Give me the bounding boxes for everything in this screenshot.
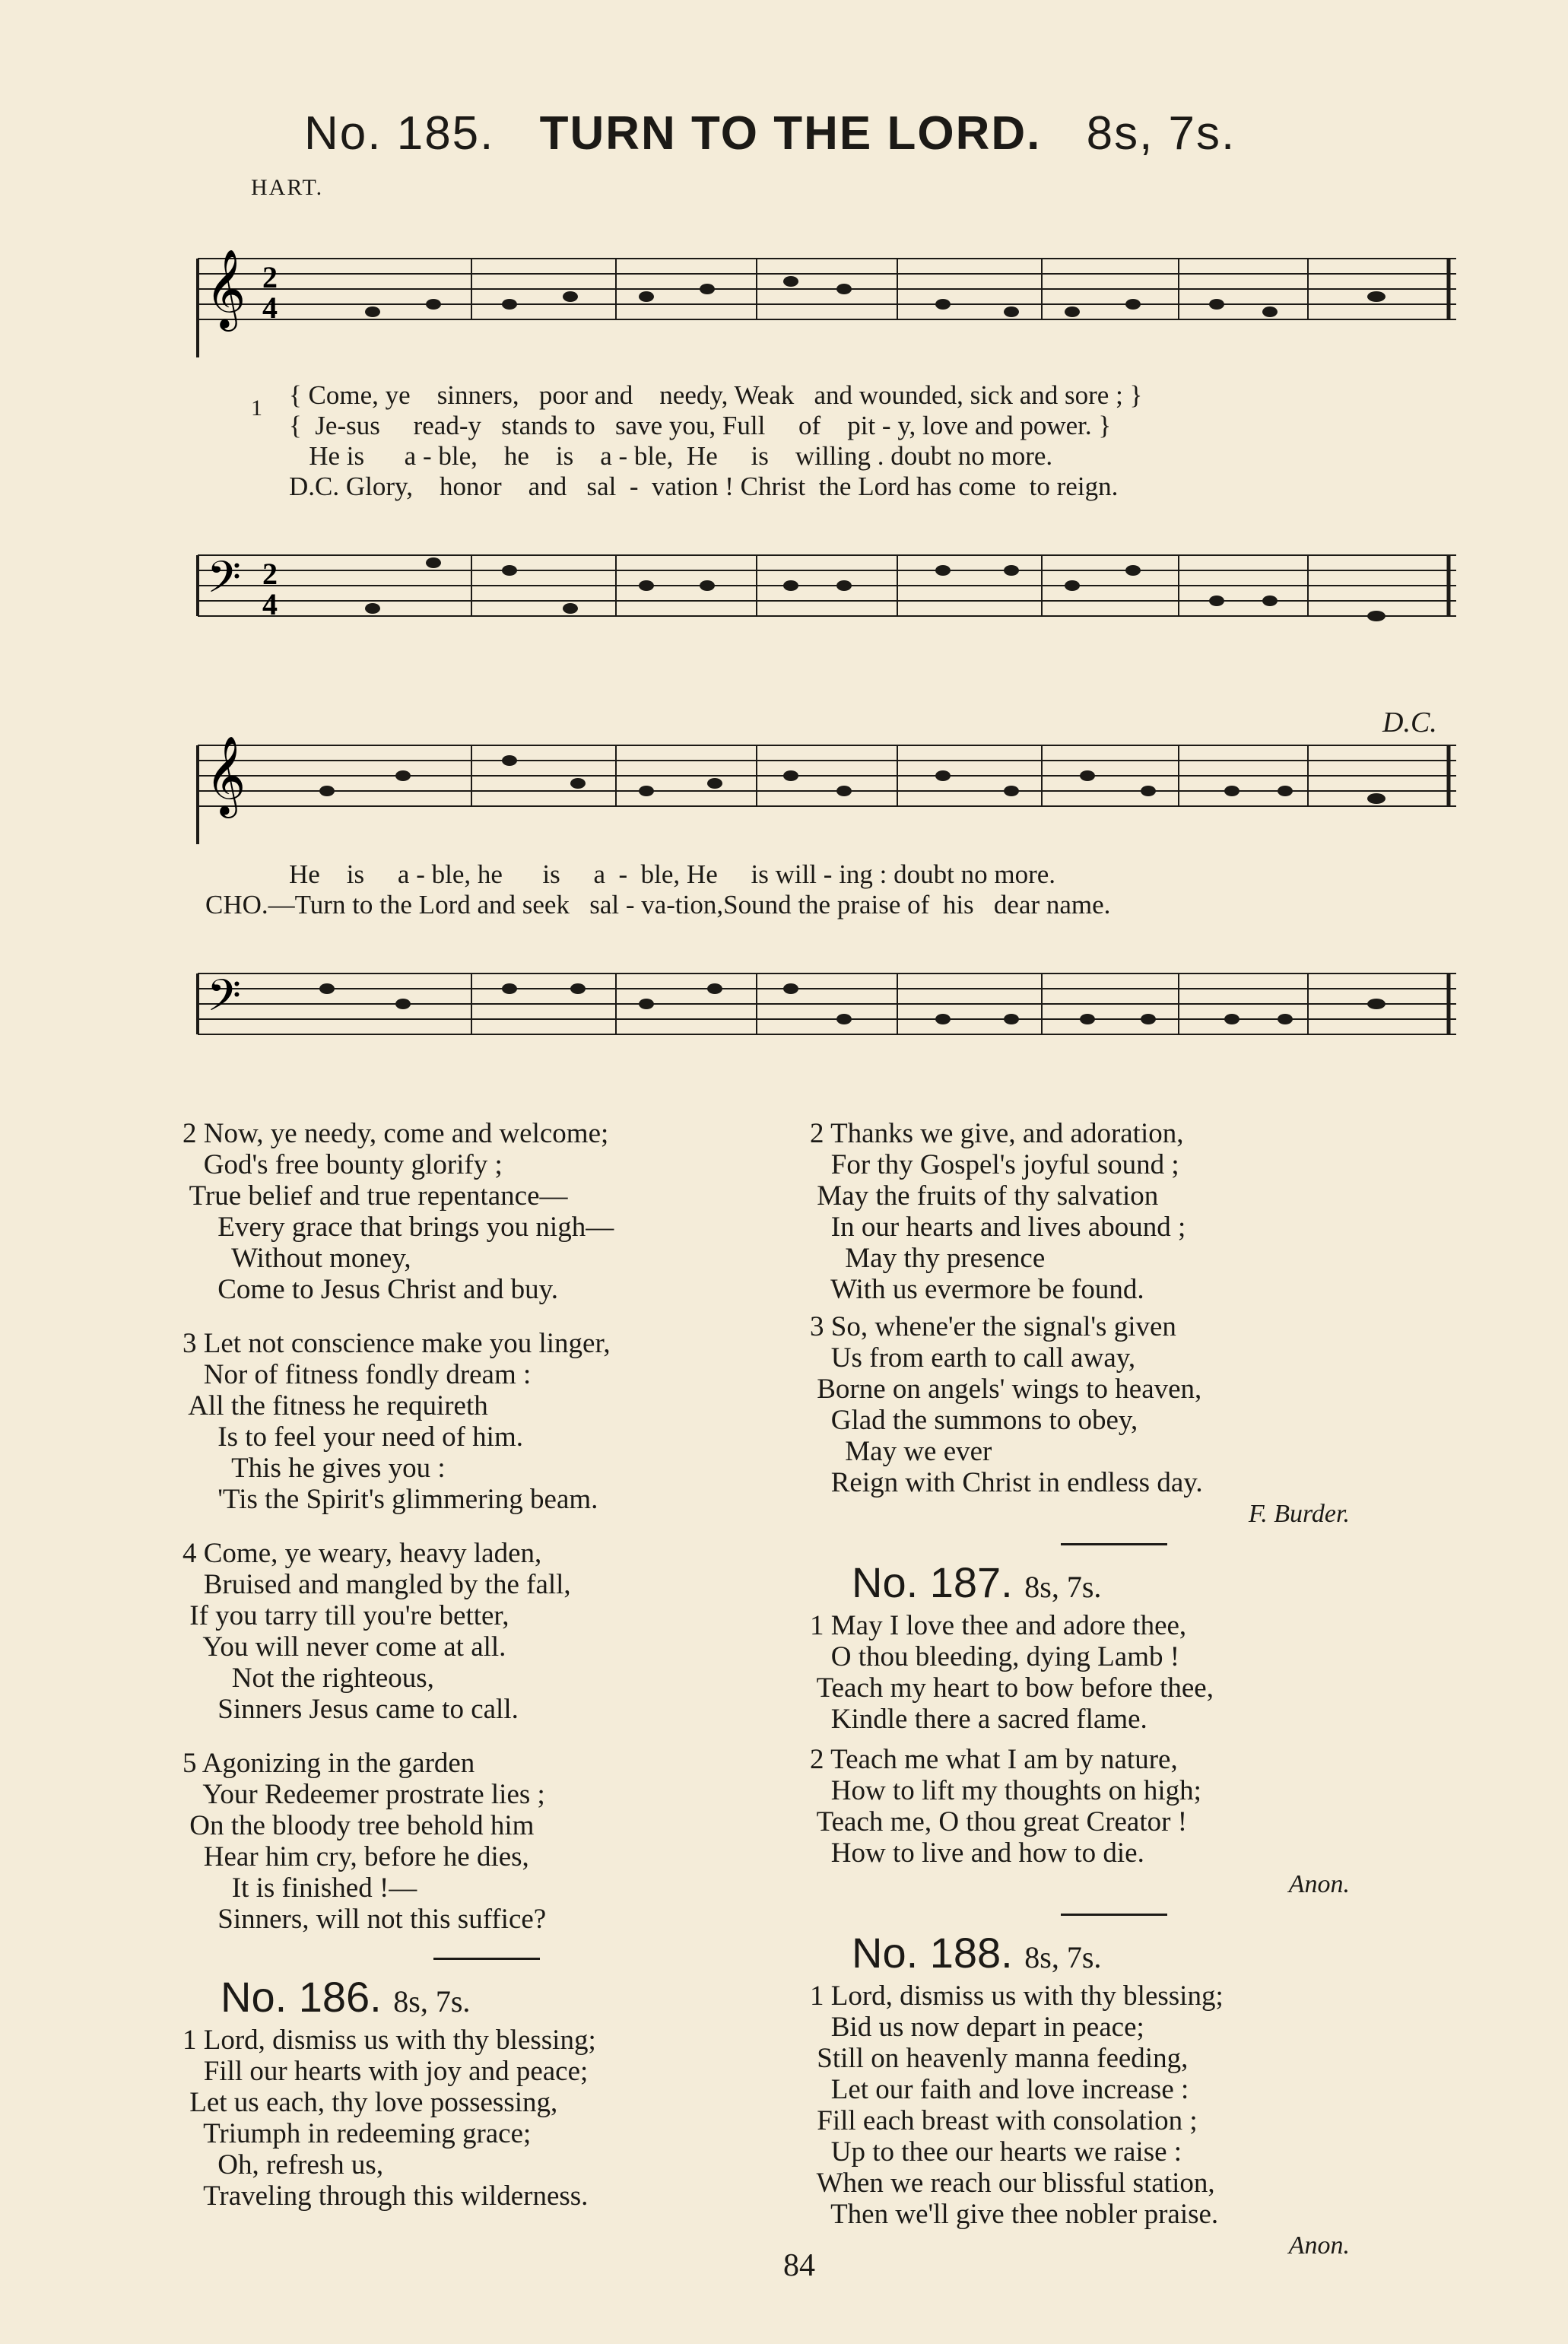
page-number: 84 [783,2248,815,2283]
verse-line: May thy presence [810,1243,1046,1274]
verse-line: Us from earth to call away, [810,1342,1136,1374]
verse-line: Sinners, will not this suffice? [183,1904,547,1935]
verse-line: Then we'll give thee nobler praise. [810,2199,1219,2230]
stanza [810,1311,1418,1498]
verse-line: All the fitness he requireth [183,1390,488,1421]
verse-line: God's free bounty glorify ; [183,1149,503,1180]
author-credit: Anon. [1288,1870,1350,1898]
stanza [810,1610,1418,1735]
left-column [183,1118,791,2234]
verse-line: Teach my heart to bow before thee, [810,1672,1214,1704]
verse-line: Let us each, thy love possessing, [183,2087,558,2118]
verse-line: Still on heavenly manna feeding, [810,2043,1189,2074]
svg-text:4: 4 [262,291,278,325]
verse-line: Teach me, O thou great Creator ! [810,1806,1188,1837]
verse-line: May we ever [810,1436,992,1467]
verse-line: 1 Lord, dismiss us with thy blessing; [810,1980,1224,2012]
tune-composer: HART. [251,175,324,200]
verse-line: Oh, refresh us, [183,2149,384,2180]
verse-line: Fill each breast with consolation ; [810,2105,1198,2136]
verse-line: Fill our hearts with joy and peace; [183,2056,589,2087]
verse-line: Is to feel your need of him. [183,1421,523,1453]
verse-line: Bruised and mangled by the fall, [183,1569,571,1600]
verse-line: It is finished !— [183,1872,417,1904]
svg-text:4: 4 [262,587,278,621]
svg-text:𝄢: 𝄢 [207,551,242,614]
hymn-meter: 8s, 7s. [1024,1570,1102,1604]
system2-lyrics [205,859,1110,920]
verse-line: 1 Lord, dismiss us with thy blessing; [183,2025,596,2056]
hymn-187-heading [810,1558,1418,1606]
verse-line: For thy Gospel's joyful sound ; [810,1149,1179,1180]
verse-line: Nor of fitness fondly dream : [183,1359,532,1390]
verse-line: Not the righteous, [183,1663,434,1694]
hymn-title: TURN TO THE LORD. [539,107,1042,160]
hymn-number: No. 188. [852,1929,1013,1977]
hymn-number: No. 185. [304,107,495,160]
stanza [183,1328,791,1515]
stanza [183,1538,791,1725]
lyric-line: CHO.—Turn to the Lord and seek sal - va-tion,Sound the praise of his dear name. [205,890,1111,919]
hymn-meter: 8s, 7s. [393,1984,471,2018]
verse-line: Up to thee our hearts we raise : [810,2136,1182,2168]
lyric-line: D.C. Glory, honor and sal - vation ! Christ the Lord has come to reign. [289,472,1119,501]
verse-line: When we reach our blissful station, [810,2168,1215,2199]
treble-staff-1 [190,243,1468,357]
verse-line: Traveling through this wilderness. [183,2180,589,2212]
stanza [810,1980,1418,2230]
section-divider [433,1958,540,1960]
verse-line: You will never come at all. [183,1631,506,1663]
dc-marking: D.C. [1382,707,1437,738]
author-credit: Anon. [1288,2231,1350,2260]
svg-text:𝄞: 𝄞 [205,249,246,329]
verse-line: Let our faith and love increase : [810,2074,1189,2105]
verse-line: 5 Agonizing in the garden [183,1748,475,1779]
verse-line: Kindle there a sacred flame. [810,1704,1147,1735]
hymn-meter: 8s, 7s. [1086,107,1236,160]
verse-line: 'Tis the Spirit's glimmering beam. [183,1484,598,1515]
lyric-line: He is a - ble, he is a - ble, He is willing . doubt no more. [289,441,1053,471]
hymn-188-heading [810,1929,1418,1977]
verse-line: On the bloody tree behold him [183,1810,535,1841]
verse-line: 2 Thanks we give, and adoration, [810,1118,1184,1149]
verse-line: Hear him cry, before he dies, [183,1841,529,1872]
lyric-line: { Come, ye sinners, poor and needy, Weak and wounded, sick and sore ; } [289,380,1143,410]
svg-text:𝄞: 𝄞 [205,735,246,815]
lyric-line: { Je-sus read-y stands to save you, Full of pit - y, love and power. } [289,411,1112,440]
verse-line: Bid us now depart in peace; [810,2012,1144,2043]
hymn-186-heading [183,1973,791,2021]
verse-line: With us evermore be found. [810,1274,1144,1305]
verse-line: If you tarry till you're better, [183,1600,509,1631]
treble-staff-2 [190,730,1468,844]
section-divider [1061,1914,1167,1916]
stanza [183,1748,791,1935]
verse-line: Without money, [183,1243,411,1274]
verse-line: Borne on angels' wings to heaven, [810,1374,1202,1405]
verse-line: Sinners Jesus came to call. [183,1694,519,1725]
verse-line: 1 May I love thee and adore thee, [810,1610,1187,1641]
hymn-number: No. 187. [852,1558,1013,1606]
svg-text:2: 2 [262,260,278,294]
svg-text:𝄢: 𝄢 [207,970,242,1032]
bass-staff-1 [190,540,1468,654]
hymn-number: No. 186. [221,1973,382,2021]
bass-staff-2 [190,958,1468,1072]
system1-lyrics [289,380,1142,502]
stanza [810,1118,1418,1305]
verse-line: May the fruits of thy salvation [810,1180,1159,1212]
verse-line: 4 Come, ye weary, heavy laden, [183,1538,542,1569]
verse-line: True belief and true repentance— [183,1180,568,1212]
verse-line: 3 Let not conscience make you linger, [183,1328,611,1359]
verse-line: How to lift my thoughts on high; [810,1775,1201,1806]
verse-number: 1 [251,395,262,421]
stanza [183,2025,791,2212]
verse-line: 2 Now, ye needy, come and welcome; [183,1118,609,1149]
svg-text:2: 2 [262,557,278,591]
verse-line: O thou bleeding, dying Lamb ! [810,1641,1180,1672]
verse-line: 3 So, whene'er the signal's given [810,1311,1176,1342]
verse-line: Triumph in redeeming grace; [183,2118,532,2149]
stanza [810,1744,1418,1869]
verse-line: Your Redeemer prostrate lies ; [183,1779,545,1810]
verse-line: In our hearts and lives abound ; [810,1212,1186,1243]
stanza [183,1118,791,1305]
verse-line: 2 Teach me what I am by nature, [810,1744,1178,1775]
lyric-line: He is a - ble, he is a - ble, He is will - ing : doubt no more. [289,859,1056,889]
verse-line: Reign with Christ in endless day. [810,1467,1203,1498]
verse-line: This he gives you : [183,1453,446,1484]
verse-line: Come to Jesus Christ and buy. [183,1274,559,1305]
verse-line: How to live and how to die. [810,1837,1144,1869]
verse-line: Glad the summons to obey, [810,1405,1138,1436]
verse-line: Every grace that brings you nigh— [183,1212,614,1243]
hymn-meter: 8s, 7s. [1024,1940,1102,1974]
author-credit: F. Burder. [1248,1500,1350,1528]
hymn-title-line [304,106,1369,160]
section-divider [1061,1543,1167,1545]
right-column [810,1118,1418,2261]
